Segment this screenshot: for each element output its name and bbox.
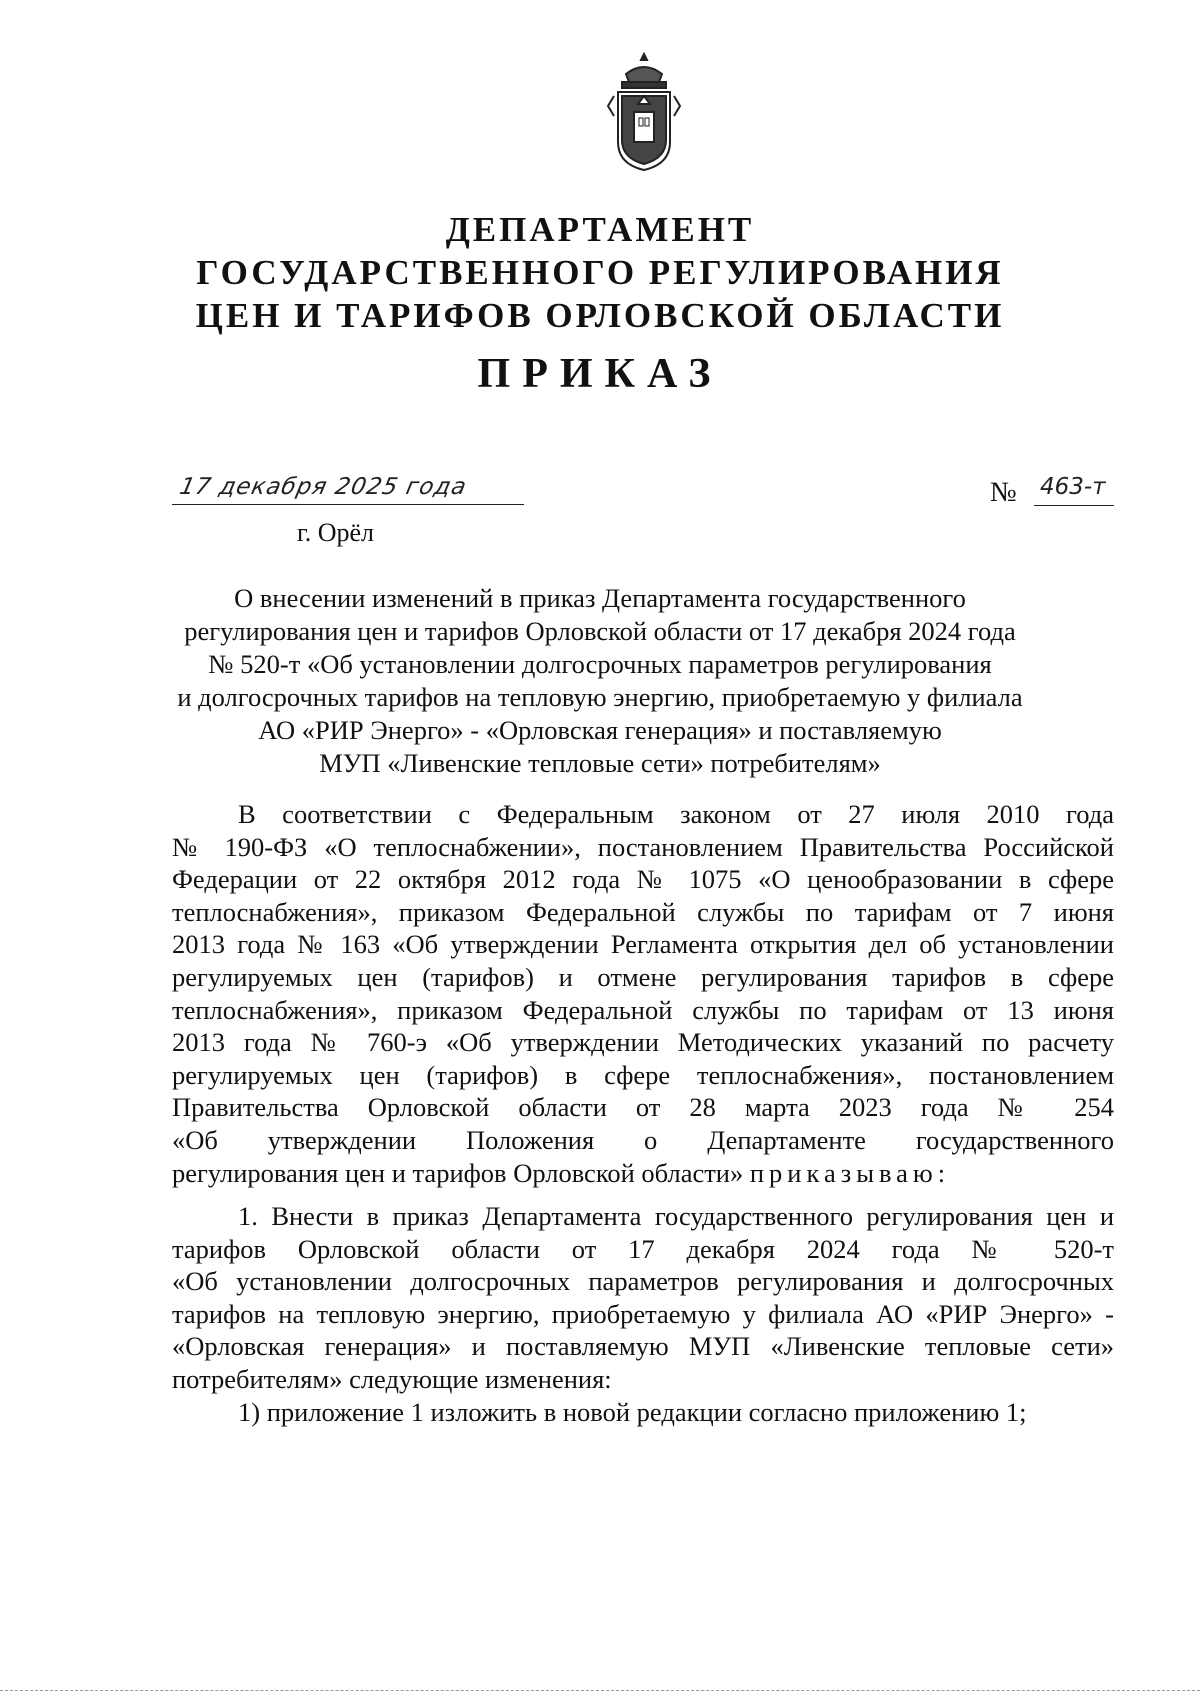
clause-1-paragraph — [172, 1200, 1114, 1428]
page-bottom-divider — [0, 1690, 1200, 1691]
document-type-title: ПРИКАЗ — [477, 351, 723, 397]
department-line-3: ЦЕН И ТАРИФОВ ОРЛОВСКОЙ ОБЛАСТИ — [195, 296, 1005, 335]
preamble-line: В соответствии с Федеральным законом от 27 июля 2010 года — [238, 799, 1114, 829]
subject-line: и долгосрочных тарифов на тепловую энергию, приобретаемую у филиала — [177, 682, 1023, 712]
preamble-line: теплоснабжения», приказом Федеральной службы по тарифам от 7 июня — [172, 896, 1114, 927]
preamble-line: Федерации от 22 октября 2012 года № 1075 «О ценообразовании в сфере — [172, 864, 1114, 895]
subject-line: О внесении изменений в приказ Департамента государственного — [234, 583, 966, 613]
order-word: приказываю: — [749, 1157, 951, 1188]
subject-line: МУП «Ливенские тепловые сети» потребителям» — [319, 748, 881, 778]
coat-of-arms-emblem — [604, 52, 684, 174]
clause-line: 1. Внести в приказ Департамента государственного регулирования цен и — [238, 1201, 1114, 1231]
department-line-2: ГОСУДАРСТВЕННОГО РЕГУЛИРОВАНИЯ — [196, 253, 1004, 292]
subject-line: № 520-т «Об установлении долгосрочных параметров регулирования — [208, 649, 992, 679]
preamble-line: № 190-ФЗ «О теплоснабжении», постановлением Правительства Российской — [172, 831, 1114, 862]
department-name — [0, 208, 1200, 337]
preamble-line: «Об утверждении Положения о Департаменте государственного — [172, 1124, 1114, 1155]
preamble-line: регулируемых цен (тарифов) в сфере теплоснабжения», постановлением — [172, 1059, 1114, 1090]
city: г. Орёл — [297, 518, 375, 547]
subject-line: регулирования цен и тарифов Орловской области от 17 декабря 2024 года — [184, 616, 1016, 646]
number-field — [1034, 474, 1114, 506]
preamble-line: теплоснабжения», приказом Федеральной службы по тарифам от 13 июня — [172, 994, 1114, 1025]
preamble-line: регулируемых цен (тарифов) и отмене регулирования тарифов в сфере — [172, 961, 1114, 992]
date-field — [172, 474, 524, 505]
order-subject — [150, 582, 1050, 780]
clause-line: потребителям» следующие изменения: — [172, 1363, 612, 1394]
number-label: № — [990, 477, 1017, 508]
subject-line: АО «РИР Энерго» - «Орловская генерация» и поставляемую — [258, 715, 942, 745]
clause-line: тарифов Орловской области от 17 декабря 2024 года № 520-т — [172, 1233, 1114, 1264]
clause-line: тарифов на тепловую энергию, приобретаемую у филиала АО «РИР Энерго» - — [172, 1298, 1114, 1329]
preamble-line: 2013 года № 163 «Об утверждении Регламента открытия дел об установлении — [172, 929, 1114, 960]
clause-line: «Об установлении долгосрочных параметров регулирования и долгосрочных — [172, 1266, 1114, 1297]
preamble-last-text: регулирования цен и тарифов Орловской области» — [172, 1157, 744, 1188]
preamble-line: 2013 года № 760-э «Об утверждении Методических указаний по расчету — [172, 1027, 1114, 1058]
subclause-1: 1) приложение 1 изложить в новой редакции согласно приложению 1; — [238, 1396, 1027, 1427]
handwritten-date: 17 декабря 2025 года — [177, 474, 470, 500]
handwritten-number: 463-т — [1040, 474, 1106, 500]
department-line-1: ДЕПАРТАМЕНТ — [445, 210, 755, 249]
preamble-last-line — [172, 1157, 1114, 1190]
preamble-paragraph — [172, 798, 1114, 1189]
preamble-line: Правительства Орловской области от 28 марта 2023 года № 254 — [172, 1092, 1114, 1123]
clause-line: «Орловская генерация» и поставляемую МУП «Ливенские тепловые сети» — [172, 1331, 1114, 1362]
